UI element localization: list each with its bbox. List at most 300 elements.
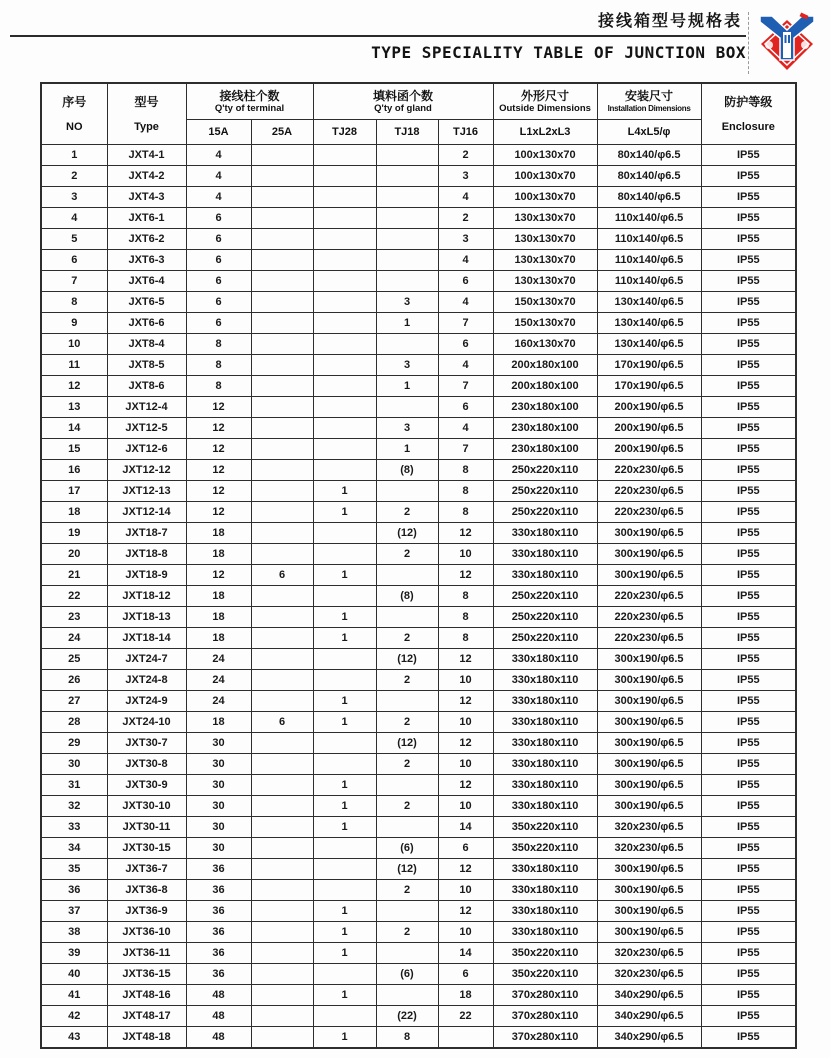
cell-gland-tj16: 10 [438, 796, 493, 817]
cell-terminal-15a: 6 [186, 229, 251, 250]
cell-gland-tj28 [313, 586, 376, 607]
cell-outside-dimensions: 100x130x70 [493, 145, 597, 166]
cell-outside-dimensions: 230x180x100 [493, 418, 597, 439]
cell-gland-tj16: 6 [438, 397, 493, 418]
cell-terminal-25a [251, 439, 313, 460]
cell-outside-dimensions: 100x130x70 [493, 166, 597, 187]
cell-terminal-15a: 18 [186, 628, 251, 649]
cell-enclosure: IP55 [701, 313, 796, 334]
cell-no: 4 [41, 208, 107, 229]
cell-gland-tj18: 2 [376, 922, 438, 943]
table-row [41, 1027, 796, 1049]
cell-terminal-15a: 18 [186, 586, 251, 607]
cell-outside-dimensions: 370x280x110 [493, 1027, 597, 1049]
cell-no: 21 [41, 565, 107, 586]
cell-terminal-15a: 6 [186, 208, 251, 229]
cell-installation-dimensions: 300x190/φ6.5 [597, 859, 701, 880]
table-row [41, 607, 796, 628]
cell-terminal-15a: 18 [186, 544, 251, 565]
cell-installation-dimensions: 300x190/φ6.5 [597, 796, 701, 817]
cell-enclosure: IP55 [701, 754, 796, 775]
col-type-cn: 型号 [134, 95, 159, 110]
cell-gland-tj16: 8 [438, 607, 493, 628]
cell-installation-dimensions: 220x230/φ6.5 [597, 628, 701, 649]
cell-enclosure: IP55 [701, 502, 796, 523]
cell-type: JXT36-10 [107, 922, 186, 943]
cell-enclosure: IP55 [701, 796, 796, 817]
cell-no: 20 [41, 544, 107, 565]
col-terminal-en: Q'ty of terminal [214, 102, 285, 114]
cell-outside-dimensions: 230x180x100 [493, 439, 597, 460]
cell-terminal-15a: 6 [186, 292, 251, 313]
cell-no: 3 [41, 187, 107, 208]
cell-outside-dimensions: 330x180x110 [493, 796, 597, 817]
cell-installation-dimensions: 320x230/φ6.5 [597, 943, 701, 964]
cell-enclosure: IP55 [701, 145, 796, 166]
cell-gland-tj16: 3 [438, 229, 493, 250]
cell-outside-dimensions: 350x220x110 [493, 838, 597, 859]
cell-installation-dimensions: 300x190/φ6.5 [597, 691, 701, 712]
cell-enclosure: IP55 [701, 817, 796, 838]
cell-gland-tj28: 1 [313, 901, 376, 922]
cell-no: 31 [41, 775, 107, 796]
cell-gland-tj16: 4 [438, 187, 493, 208]
cell-terminal-25a [251, 208, 313, 229]
cell-gland-tj16: 12 [438, 901, 493, 922]
cell-type: JXT12-12 [107, 460, 186, 481]
cell-installation-dimensions: 320x230/φ6.5 [597, 838, 701, 859]
junction-box-spec-table [40, 82, 797, 1049]
table-row [41, 754, 796, 775]
cell-gland-tj16: 10 [438, 880, 493, 901]
cell-terminal-25a [251, 334, 313, 355]
cell-enclosure: IP55 [701, 376, 796, 397]
cell-installation-dimensions: 300x190/φ6.5 [597, 880, 701, 901]
col-subheader-tj16: TJ16 [438, 119, 493, 144]
cell-gland-tj18 [376, 985, 438, 1006]
cell-terminal-15a: 36 [186, 859, 251, 880]
cell-terminal-25a [251, 985, 313, 1006]
cell-terminal-25a [251, 796, 313, 817]
cell-gland-tj16: 4 [438, 418, 493, 439]
cell-outside-dimensions: 330x180x110 [493, 544, 597, 565]
cell-gland-tj28 [313, 754, 376, 775]
cell-gland-tj28 [313, 208, 376, 229]
col-header-install [597, 83, 701, 119]
header-divider [10, 35, 746, 37]
cell-terminal-15a: 36 [186, 922, 251, 943]
cell-installation-dimensions: 220x230/φ6.5 [597, 481, 701, 502]
cell-gland-tj16: 6 [438, 838, 493, 859]
cell-enclosure: IP55 [701, 271, 796, 292]
cell-outside-dimensions: 200x180x100 [493, 376, 597, 397]
cell-no: 33 [41, 817, 107, 838]
cell-outside-dimensions: 100x130x70 [493, 187, 597, 208]
cell-no: 2 [41, 166, 107, 187]
cell-installation-dimensions: 130x140/φ6.5 [597, 313, 701, 334]
cell-terminal-15a: 30 [186, 754, 251, 775]
cell-outside-dimensions: 160x130x70 [493, 334, 597, 355]
table-row [41, 922, 796, 943]
cell-gland-tj18: 1 [376, 439, 438, 460]
company-logo-icon [756, 8, 818, 74]
col-enclosure-en: Enclosure [721, 120, 775, 133]
cell-outside-dimensions: 250x220x110 [493, 607, 597, 628]
cell-terminal-25a [251, 145, 313, 166]
cell-enclosure: IP55 [701, 523, 796, 544]
cell-installation-dimensions: 300x190/φ6.5 [597, 754, 701, 775]
cell-terminal-25a [251, 523, 313, 544]
cell-terminal-25a [251, 292, 313, 313]
cell-installation-dimensions: 220x230/φ6.5 [597, 607, 701, 628]
cell-enclosure: IP55 [701, 586, 796, 607]
table-row [41, 187, 796, 208]
cell-gland-tj28: 1 [313, 565, 376, 586]
cell-gland-tj28 [313, 460, 376, 481]
cell-terminal-15a: 8 [186, 334, 251, 355]
cell-terminal-15a: 6 [186, 271, 251, 292]
cell-terminal-15a: 12 [186, 565, 251, 586]
cell-type: JXT30-11 [107, 817, 186, 838]
cell-gland-tj18: (12) [376, 733, 438, 754]
cell-installation-dimensions: 130x140/φ6.5 [597, 292, 701, 313]
cell-gland-tj28 [313, 229, 376, 250]
cell-terminal-25a [251, 544, 313, 565]
cell-installation-dimensions: 320x230/φ6.5 [597, 964, 701, 985]
cell-gland-tj18 [376, 481, 438, 502]
cell-gland-tj16 [438, 1027, 493, 1049]
cell-type: JXT18-12 [107, 586, 186, 607]
cell-gland-tj18: 8 [376, 1027, 438, 1049]
cell-enclosure: IP55 [701, 292, 796, 313]
cell-outside-dimensions: 330x180x110 [493, 670, 597, 691]
cell-type: JXT18-9 [107, 565, 186, 586]
cell-terminal-25a [251, 271, 313, 292]
cell-type: JXT4-1 [107, 145, 186, 166]
cell-enclosure: IP55 [701, 901, 796, 922]
cell-terminal-25a [251, 838, 313, 859]
cell-outside-dimensions: 130x130x70 [493, 271, 597, 292]
cell-terminal-15a: 8 [186, 355, 251, 376]
table-row [41, 943, 796, 964]
cell-installation-dimensions: 300x190/φ6.5 [597, 712, 701, 733]
cell-no: 42 [41, 1006, 107, 1027]
cell-gland-tj18 [376, 187, 438, 208]
cell-type: JXT24-9 [107, 691, 186, 712]
cell-gland-tj28 [313, 376, 376, 397]
cell-type: JXT48-17 [107, 1006, 186, 1027]
cell-gland-tj28: 1 [313, 502, 376, 523]
cell-gland-tj18: 1 [376, 313, 438, 334]
col-header-outside [493, 83, 597, 119]
cell-gland-tj28: 1 [313, 481, 376, 502]
vertical-dashed-divider [748, 12, 749, 74]
cell-no: 7 [41, 271, 107, 292]
cell-no: 30 [41, 754, 107, 775]
table-row [41, 397, 796, 418]
cell-installation-dimensions: 80x140/φ6.5 [597, 187, 701, 208]
cell-installation-dimensions: 300x190/φ6.5 [597, 670, 701, 691]
cell-gland-tj18: (8) [376, 586, 438, 607]
cell-no: 13 [41, 397, 107, 418]
cell-no: 29 [41, 733, 107, 754]
cell-terminal-15a: 30 [186, 838, 251, 859]
cell-gland-tj28 [313, 964, 376, 985]
col-no-en: NO [66, 120, 83, 133]
cell-gland-tj16: 6 [438, 334, 493, 355]
cell-terminal-15a: 48 [186, 1027, 251, 1049]
cell-gland-tj18 [376, 334, 438, 355]
cell-gland-tj28: 1 [313, 817, 376, 838]
cell-gland-tj18 [376, 208, 438, 229]
cell-gland-tj16: 4 [438, 250, 493, 271]
cell-type: JXT24-8 [107, 670, 186, 691]
cell-gland-tj28: 1 [313, 922, 376, 943]
cell-no: 11 [41, 355, 107, 376]
cell-gland-tj28 [313, 187, 376, 208]
table-row [41, 1006, 796, 1027]
cell-no: 39 [41, 943, 107, 964]
cell-gland-tj18: (22) [376, 1006, 438, 1027]
cell-gland-tj16: 4 [438, 292, 493, 313]
cell-outside-dimensions: 330x180x110 [493, 712, 597, 733]
cell-terminal-15a: 4 [186, 166, 251, 187]
table-row [41, 208, 796, 229]
cell-installation-dimensions: 300x190/φ6.5 [597, 775, 701, 796]
cell-terminal-15a: 12 [186, 460, 251, 481]
cell-terminal-15a: 36 [186, 964, 251, 985]
cell-gland-tj16: 12 [438, 565, 493, 586]
cell-gland-tj28 [313, 880, 376, 901]
cell-type: JXT12-6 [107, 439, 186, 460]
table-row [41, 271, 796, 292]
col-install-cn: 安装尺寸 [625, 88, 674, 103]
cell-terminal-15a: 24 [186, 691, 251, 712]
cell-type: JXT12-5 [107, 418, 186, 439]
cell-outside-dimensions: 330x180x110 [493, 922, 597, 943]
cell-type: JXT6-3 [107, 250, 186, 271]
table-body [41, 145, 796, 1049]
cell-no: 27 [41, 691, 107, 712]
table-row [41, 817, 796, 838]
cell-gland-tj28: 1 [313, 775, 376, 796]
cell-installation-dimensions: 220x230/φ6.5 [597, 460, 701, 481]
cell-gland-tj18 [376, 166, 438, 187]
cell-terminal-15a: 12 [186, 418, 251, 439]
cell-installation-dimensions: 300x190/φ6.5 [597, 565, 701, 586]
cell-gland-tj16: 10 [438, 544, 493, 565]
cell-gland-tj18 [376, 397, 438, 418]
cell-gland-tj28 [313, 670, 376, 691]
cell-enclosure: IP55 [701, 649, 796, 670]
cell-installation-dimensions: 300x190/φ6.5 [597, 544, 701, 565]
cell-type: JXT36-9 [107, 901, 186, 922]
cell-enclosure: IP55 [701, 166, 796, 187]
cell-gland-tj16: 8 [438, 628, 493, 649]
cell-gland-tj16: 10 [438, 922, 493, 943]
cell-type: JXT30-7 [107, 733, 186, 754]
cell-enclosure: IP55 [701, 670, 796, 691]
cell-enclosure: IP55 [701, 712, 796, 733]
cell-gland-tj16: 8 [438, 481, 493, 502]
cell-installation-dimensions: 300x190/φ6.5 [597, 901, 701, 922]
cell-gland-tj18: (6) [376, 838, 438, 859]
cell-enclosure: IP55 [701, 439, 796, 460]
cell-enclosure: IP55 [701, 481, 796, 502]
cell-terminal-25a [251, 628, 313, 649]
table-row [41, 985, 796, 1006]
cell-no: 19 [41, 523, 107, 544]
cell-gland-tj18 [376, 229, 438, 250]
cell-terminal-25a [251, 901, 313, 922]
table-row [41, 355, 796, 376]
cell-gland-tj18: (12) [376, 523, 438, 544]
cell-outside-dimensions: 150x130x70 [493, 313, 597, 334]
cell-no: 10 [41, 334, 107, 355]
cell-gland-tj28 [313, 166, 376, 187]
cell-terminal-25a [251, 649, 313, 670]
cell-outside-dimensions: 370x280x110 [493, 985, 597, 1006]
col-subheader-25a: 25A [251, 119, 313, 144]
table-row [41, 145, 796, 166]
cell-terminal-25a [251, 880, 313, 901]
cell-no: 34 [41, 838, 107, 859]
cell-installation-dimensions: 110x140/φ6.5 [597, 250, 701, 271]
cell-gland-tj28 [313, 145, 376, 166]
cell-terminal-25a [251, 187, 313, 208]
cell-gland-tj16: 6 [438, 964, 493, 985]
cell-gland-tj18: 1 [376, 376, 438, 397]
page-title-chinese: 接线箱型号规格表 [597, 11, 742, 30]
cell-outside-dimensions: 130x130x70 [493, 250, 597, 271]
cell-installation-dimensions: 200x190/φ6.5 [597, 397, 701, 418]
cell-terminal-15a: 6 [186, 313, 251, 334]
cell-terminal-15a: 30 [186, 796, 251, 817]
col-subheader-15a: 15A [186, 119, 251, 144]
cell-enclosure: IP55 [701, 607, 796, 628]
cell-type: JXT6-2 [107, 229, 186, 250]
table-row [41, 691, 796, 712]
cell-outside-dimensions: 330x180x110 [493, 523, 597, 544]
cell-type: JXT6-1 [107, 208, 186, 229]
cell-outside-dimensions: 230x180x100 [493, 397, 597, 418]
cell-terminal-15a: 30 [186, 733, 251, 754]
cell-terminal-15a: 18 [186, 523, 251, 544]
cell-gland-tj18: 3 [376, 292, 438, 313]
cell-gland-tj16: 7 [438, 313, 493, 334]
cell-gland-tj28: 1 [313, 985, 376, 1006]
cell-installation-dimensions: 220x230/φ6.5 [597, 586, 701, 607]
cell-terminal-15a: 18 [186, 712, 251, 733]
cell-terminal-25a [251, 229, 313, 250]
cell-terminal-25a [251, 943, 313, 964]
cell-type: JXT36-7 [107, 859, 186, 880]
table-row [41, 418, 796, 439]
cell-gland-tj16: 2 [438, 208, 493, 229]
cell-gland-tj18: (12) [376, 649, 438, 670]
table-header [41, 83, 796, 145]
cell-no: 14 [41, 418, 107, 439]
cell-gland-tj18 [376, 901, 438, 922]
cell-gland-tj28 [313, 1006, 376, 1027]
table-row [41, 838, 796, 859]
cell-terminal-25a [251, 733, 313, 754]
cell-outside-dimensions: 200x180x100 [493, 355, 597, 376]
cell-gland-tj18: 2 [376, 670, 438, 691]
cell-gland-tj28 [313, 733, 376, 754]
cell-gland-tj16: 10 [438, 754, 493, 775]
cell-gland-tj18: 2 [376, 754, 438, 775]
cell-no: 23 [41, 607, 107, 628]
cell-gland-tj28 [313, 544, 376, 565]
cell-installation-dimensions: 170x190/φ6.5 [597, 355, 701, 376]
col-header-enclosure [701, 83, 796, 145]
cell-terminal-25a [251, 1006, 313, 1027]
cell-gland-tj16: 4 [438, 355, 493, 376]
cell-terminal-15a: 48 [186, 1006, 251, 1027]
cell-gland-tj18 [376, 145, 438, 166]
cell-terminal-25a [251, 754, 313, 775]
cell-terminal-15a: 12 [186, 397, 251, 418]
cell-installation-dimensions: 200x190/φ6.5 [597, 439, 701, 460]
col-type-en: Type [134, 120, 159, 133]
cell-installation-dimensions: 340x290/φ6.5 [597, 1006, 701, 1027]
cell-gland-tj16: 18 [438, 985, 493, 1006]
table-row [41, 523, 796, 544]
cell-no: 37 [41, 901, 107, 922]
cell-outside-dimensions: 330x180x110 [493, 901, 597, 922]
cell-terminal-25a [251, 166, 313, 187]
cell-outside-dimensions: 350x220x110 [493, 943, 597, 964]
col-outside-cn: 外形尺寸 [521, 88, 570, 103]
cell-type: JXT36-8 [107, 880, 186, 901]
cell-type: JXT4-2 [107, 166, 186, 187]
cell-gland-tj18: (6) [376, 964, 438, 985]
cell-gland-tj28 [313, 838, 376, 859]
cell-terminal-15a: 36 [186, 901, 251, 922]
cell-enclosure: IP55 [701, 460, 796, 481]
cell-installation-dimensions: 300x190/φ6.5 [597, 523, 701, 544]
cell-gland-tj16: 10 [438, 712, 493, 733]
cell-installation-dimensions: 170x190/φ6.5 [597, 376, 701, 397]
cell-enclosure: IP55 [701, 880, 796, 901]
table-row [41, 334, 796, 355]
cell-type: JXT24-7 [107, 649, 186, 670]
cell-installation-dimensions: 110x140/φ6.5 [597, 271, 701, 292]
table-row [41, 292, 796, 313]
cell-gland-tj28 [313, 355, 376, 376]
cell-gland-tj16: 3 [438, 166, 493, 187]
table-row [41, 733, 796, 754]
table-row [41, 439, 796, 460]
cell-gland-tj16: 14 [438, 817, 493, 838]
cell-terminal-15a: 36 [186, 880, 251, 901]
cell-enclosure: IP55 [701, 355, 796, 376]
cell-gland-tj18: (12) [376, 859, 438, 880]
cell-gland-tj16: 8 [438, 502, 493, 523]
cell-enclosure: IP55 [701, 1006, 796, 1027]
cell-no: 6 [41, 250, 107, 271]
cell-outside-dimensions: 330x180x110 [493, 565, 597, 586]
cell-installation-dimensions: 80x140/φ6.5 [597, 166, 701, 187]
page-header [10, 8, 746, 62]
cell-gland-tj28 [313, 523, 376, 544]
cell-no: 24 [41, 628, 107, 649]
cell-installation-dimensions: 80x140/φ6.5 [597, 145, 701, 166]
cell-gland-tj16: 12 [438, 649, 493, 670]
cell-outside-dimensions: 330x180x110 [493, 859, 597, 880]
col-gland-en: Q'ty of gland [374, 102, 432, 114]
